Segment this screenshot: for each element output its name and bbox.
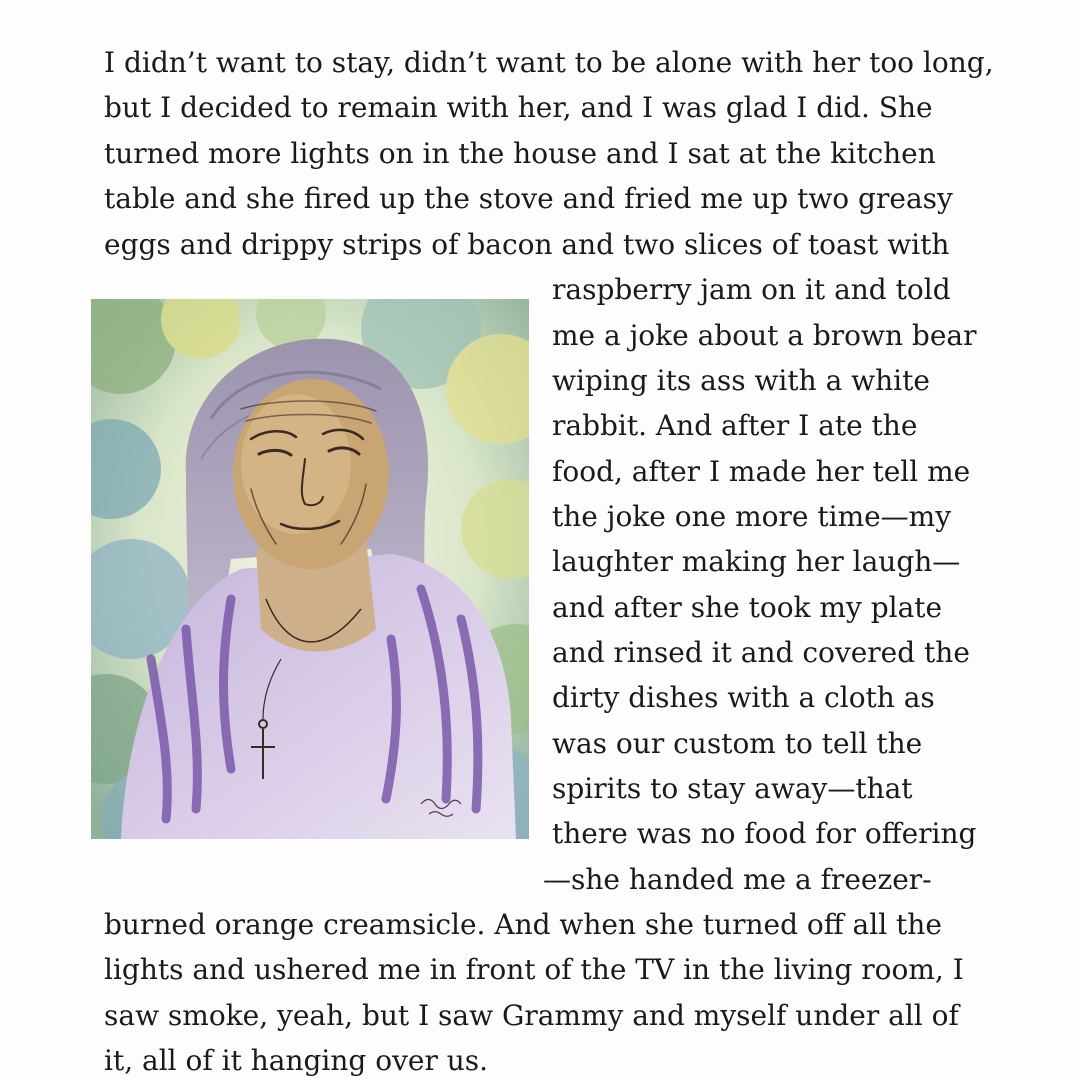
text-line: lights and ushered me in front of the TV in the living room, I [104,953,964,986]
text-line: saw smoke, yeah, but I saw Grammy and myself under all of [104,999,959,1032]
watercolor-portrait [91,299,529,839]
text-line: burned orange creamsicle. And when she turned off all the [104,908,942,941]
text-line: the joke one more time—my [552,500,952,533]
text-line: food, after I made her tell me [552,455,971,488]
text-line: table and she fired up the stove and fried me up two greasy [104,182,953,215]
text-line: me a joke about a brown bear [552,319,977,352]
text-line: wiping its ass with a white [552,364,930,397]
text-line: and rinsed it and covered the [552,636,970,669]
text-line: dirty dishes with a cloth as [552,681,935,714]
text-line: there was no food for offering [552,817,977,850]
portrait-artwork [91,299,529,839]
text-line: was our custom to tell the [552,727,923,760]
text-line: but I decided to remain with her, and I was glad I did. She [104,91,933,124]
text-line: —she handed me a freezer- [543,863,932,896]
text-line: rabbit. And after I ate the [552,409,918,442]
text-line: it, all of it hanging over us. [104,1044,489,1077]
text-line: turned more lights on in the house and I sat at the kitchen [104,137,936,170]
text-line: spirits to stay away—that [552,772,913,805]
text-line: and after she took my plate [552,591,943,624]
text-line: I didn’t want to stay, didn’t want to be alone with her too long, [104,46,994,79]
text-line: eggs and drippy strips of bacon and two slices of toast with [104,228,950,261]
text-line: raspberry jam on it and told [552,273,951,306]
text-line: laughter making her laugh— [552,545,961,578]
